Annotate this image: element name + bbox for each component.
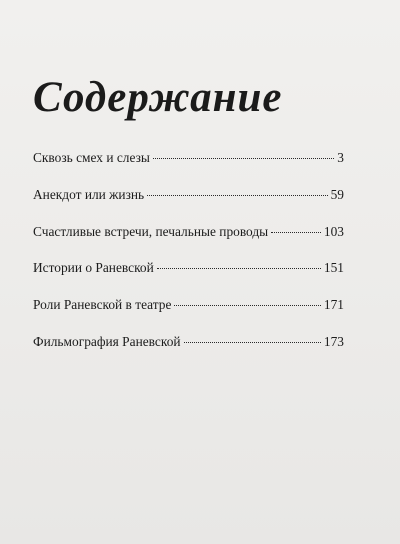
page-title: Содержание <box>33 73 283 121</box>
toc-entry-title: Фильмография Раневской <box>33 333 181 349</box>
toc-entry-title: Анекдот или жизнь <box>33 186 145 202</box>
toc-entry <box>33 297 344 334</box>
dot-leader <box>271 232 321 233</box>
toc-entry <box>33 224 344 261</box>
dot-leader <box>157 268 321 269</box>
toc-entry <box>33 187 344 224</box>
toc-entry <box>33 150 344 187</box>
dot-leader <box>147 195 327 196</box>
toc-entry <box>33 260 344 297</box>
dot-leader <box>174 305 320 306</box>
toc-entry <box>33 334 344 371</box>
toc-entry-page: 173 <box>323 333 344 349</box>
toc-entry-page: 151 <box>323 260 344 276</box>
toc-entry-page: 3 <box>337 150 344 165</box>
toc-entry-title: Роли Раневской в театре <box>33 297 172 313</box>
table-of-contents <box>33 150 344 371</box>
dot-leader <box>153 158 334 159</box>
toc-entry-title: Сквозь смех и слезы <box>33 150 150 165</box>
toc-entry-page: 103 <box>323 223 344 239</box>
toc-entry-title: Истории о Раневской <box>33 260 154 276</box>
toc-entry-page: 59 <box>330 186 344 202</box>
toc-entry-page: 171 <box>323 297 344 313</box>
toc-entry-title: Счастливые встречи, печальные проводы <box>33 223 269 239</box>
dot-leader <box>184 342 321 343</box>
